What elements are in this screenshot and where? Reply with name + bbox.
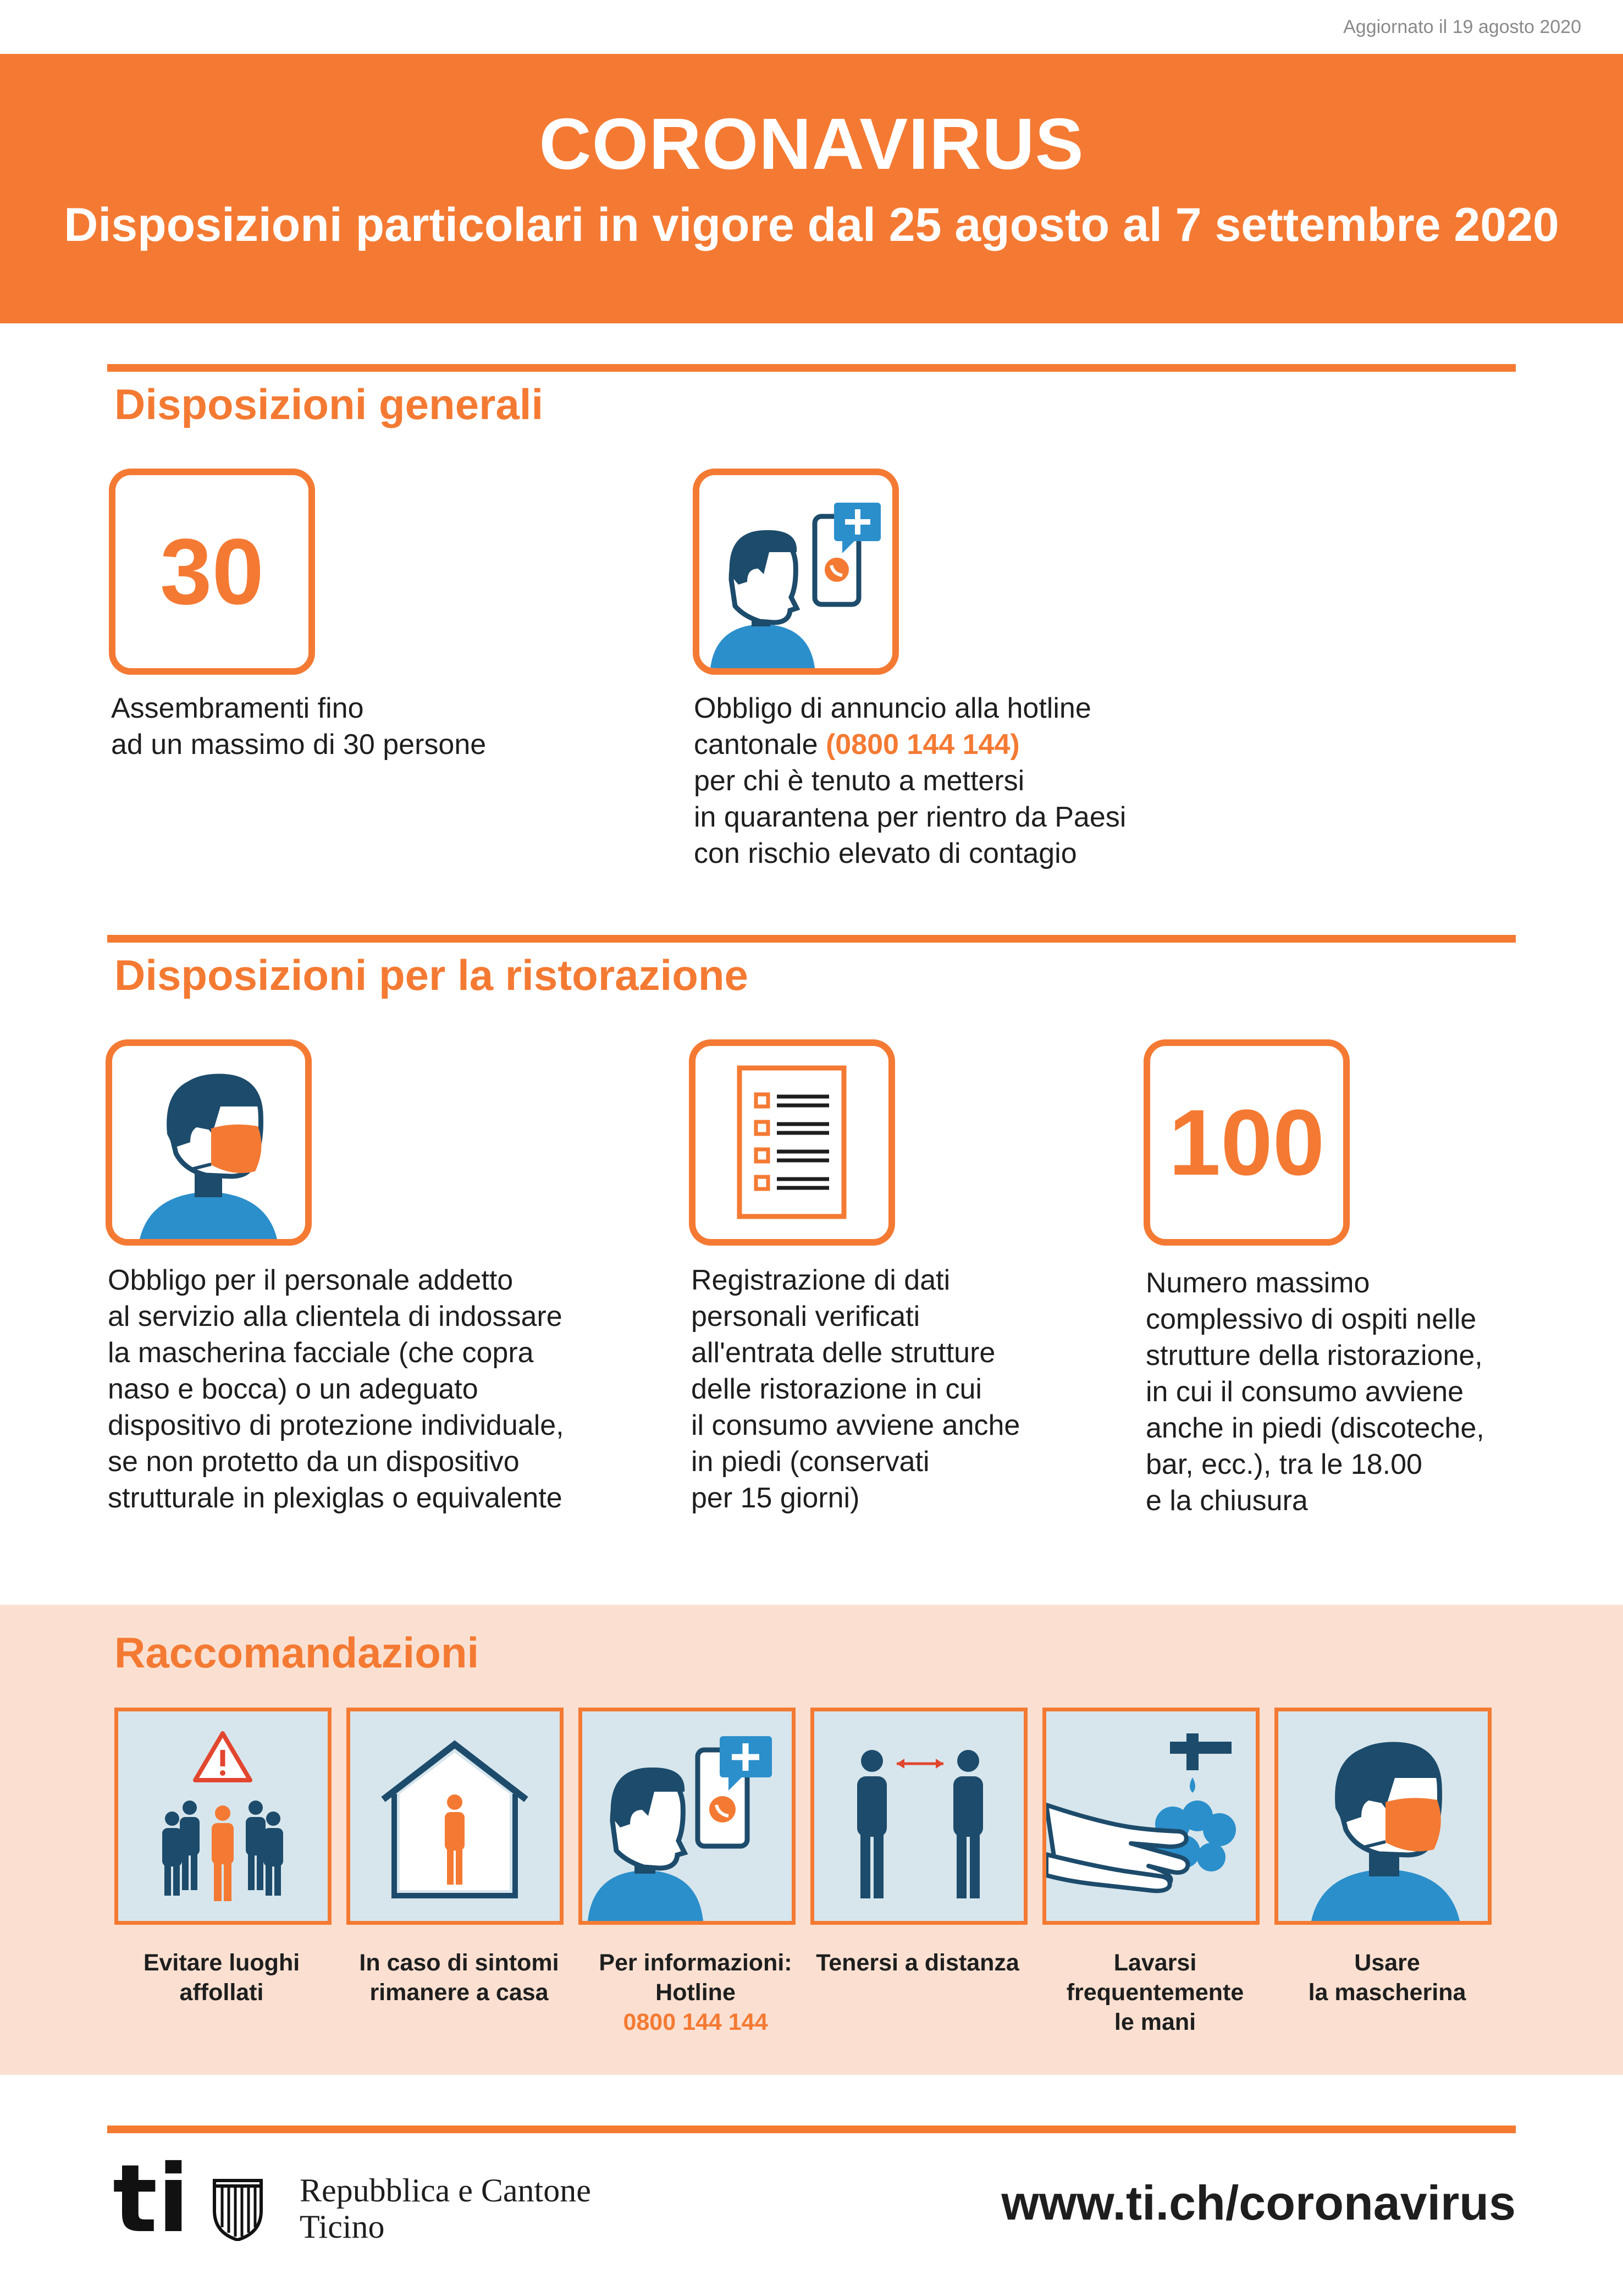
number-100-icon xyxy=(1144,1039,1350,1246)
hand-washing-icon xyxy=(1042,1708,1260,1925)
reco-label-wash-hands: Lavarsi frequentemente le mani xyxy=(1066,1950,1244,2035)
section-title-recommendations: Raccomandazioni xyxy=(114,1628,479,1677)
republic-name: Repubblica e Cantone Ticino xyxy=(300,2172,591,2245)
ticino-logo-text: ti xyxy=(113,2159,190,2241)
number-30-icon xyxy=(109,469,315,675)
checklist-icon xyxy=(689,1039,895,1246)
footer-divider xyxy=(107,2126,1516,2133)
canton-shield-icon xyxy=(214,2181,261,2240)
page-title: CORONAVIRUS xyxy=(539,103,1084,184)
section-divider xyxy=(107,364,1516,372)
section-divider xyxy=(107,935,1516,943)
crowd-warning-icon xyxy=(114,1708,332,1925)
ticino-logo xyxy=(113,2159,278,2244)
reco-hotline-number: 0800 144 144 xyxy=(623,2009,768,2035)
reco-label-mask: Usare la mascherina xyxy=(1308,1950,1466,2006)
website-link[interactable]: www.ti.ch/coronavirus xyxy=(1001,2176,1516,2230)
stay-home-icon xyxy=(346,1708,564,1925)
reco-label-distance: Tenersi a distanza xyxy=(816,1950,1019,1976)
face-mask-icon xyxy=(1274,1708,1492,1925)
general-item-hotline-text: Obbligo di annuncio alla hotline cantonale (0800 144 144) per chi è tenuto a mettersi in quarantena per rientro da Paesi con rischio elevato di contagio xyxy=(694,692,1127,869)
distance-icon xyxy=(810,1708,1028,1925)
phone-hotline-icon xyxy=(578,1708,796,1925)
section-title-general: Disposizioni generali xyxy=(114,380,544,428)
face-mask-icon xyxy=(106,1039,312,1246)
number-100: 100 xyxy=(1168,1090,1325,1195)
hotline-number: (0800 144 144) xyxy=(825,729,1020,761)
reco-label-hotline: Per informazioni: Hotline 0800 144 144 xyxy=(580,1948,811,2037)
general-item-crowds-text: Assembramenti fino ad un massimo di 30 persone xyxy=(111,692,487,761)
number-30: 30 xyxy=(159,519,264,624)
section-title-restaurants: Disposizioni per la ristorazione xyxy=(114,951,748,999)
reco-label-crowds: Evitare luoghi affollati xyxy=(143,1950,300,2006)
restaurant-item-capacity-text: Numero massimo complessivo di ospiti nelle strutture della ristorazione, in cui il consumo avviene anche in piedi (discoteche, bar, ecc.), tra le 18.00 e la chiusura xyxy=(1146,1267,1484,1517)
page-subtitle: Disposizioni particolari in vigore dal 25 agosto al 7 settembre 2020 xyxy=(64,199,1559,251)
restaurant-item-registration-text: Registrazione di dati personali verificati all'entrata delle strutture delle ristorazione in cui il consumo avviene anche in piedi (conservati per 15 giorni) xyxy=(691,1264,1020,1514)
reco-label-stay-home: In caso di sintomi rimanere a casa xyxy=(359,1950,559,2006)
phone-hotline-icon xyxy=(693,469,899,675)
header-banner xyxy=(0,54,1623,323)
updated-date: Aggiornato il 19 agosto 2020 xyxy=(1343,16,1581,37)
restaurant-item-mask-text: Obbligo per il personale addetto al servizio alla clientela di indossare la mascherina facciale (che copra naso e bocca) o un adeguato dispositivo di protezione individuale, se non protetto da un dispositivo strutturale in plexiglas o equivalente xyxy=(108,1264,564,1514)
